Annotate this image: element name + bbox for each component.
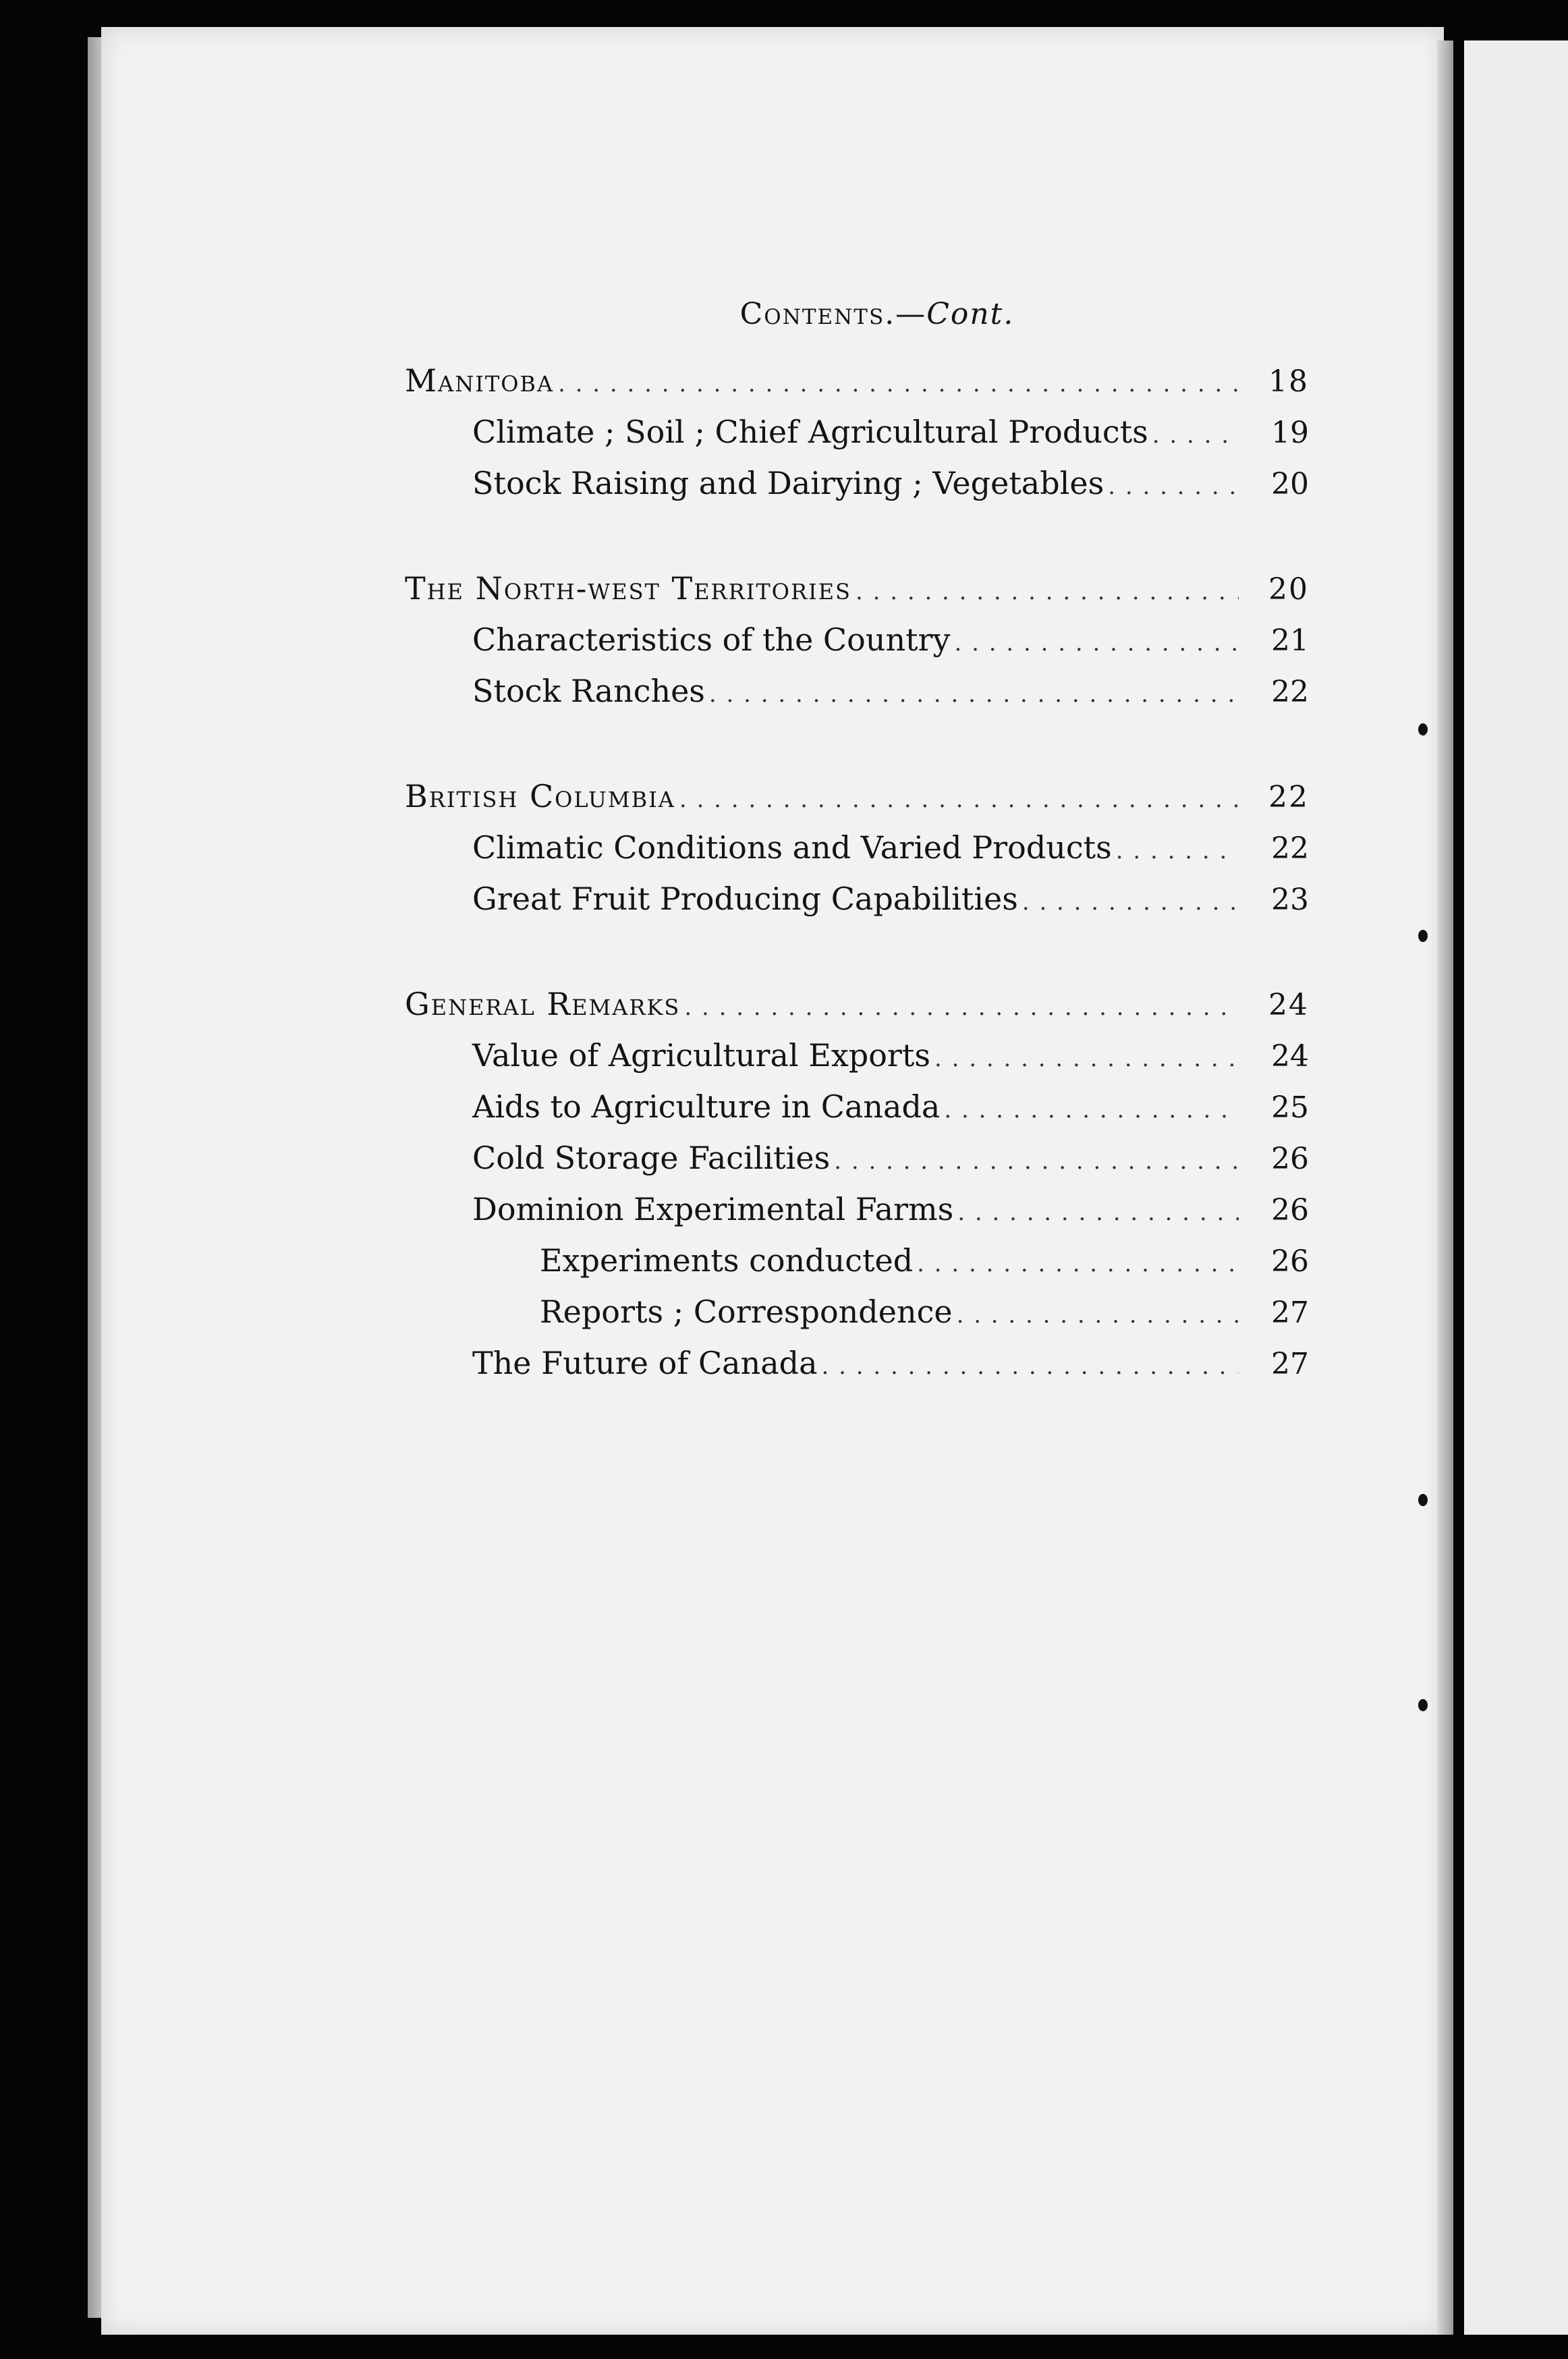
contents-section-heading — [405, 778, 1309, 829]
dot-leader — [934, 1045, 1239, 1072]
adjacent-page — [1464, 40, 1568, 2335]
entry-title: Climate ; Soil ; Chief Agricultural Products — [472, 414, 1148, 450]
table-of-contents — [405, 297, 1309, 1450]
entry-title: The Future of Canada — [472, 1345, 818, 1381]
dot-leader — [1108, 473, 1239, 500]
page-fold — [1437, 40, 1453, 2335]
entry-page-number: 19 — [1271, 416, 1309, 450]
contents-section — [405, 778, 1309, 932]
contents-entry — [405, 881, 1309, 932]
entry-title: Great Fruit Producing Capabilities — [472, 881, 1018, 917]
dot-leader — [944, 1097, 1239, 1123]
entry-page-number: 23 — [1271, 883, 1309, 917]
dot-leader — [1022, 889, 1239, 916]
entry-page-number: 27 — [1271, 1347, 1309, 1381]
entry-page-number: 20 — [1268, 572, 1309, 607]
entry-title: Stock Raising and Dairying ; Vegetables — [472, 465, 1104, 501]
entry-title: General Remarks — [405, 986, 681, 1022]
entry-page-number: 24 — [1268, 988, 1309, 1022]
contents-entry — [405, 1345, 1309, 1396]
entry-page-number: 24 — [1271, 1039, 1309, 1074]
dot-leader — [1116, 837, 1239, 864]
entry-title: Cold Storage Facilities — [472, 1140, 831, 1176]
dot-leader — [834, 1148, 1239, 1175]
dot-leader — [684, 994, 1239, 1021]
entry-title: Manitoba — [405, 362, 555, 399]
contents-entry — [405, 465, 1309, 516]
edge-mark — [1418, 723, 1428, 736]
dot-leader — [822, 1353, 1239, 1380]
contents-section — [405, 362, 1309, 516]
edge-mark — [1418, 1494, 1428, 1506]
entry-title: Stock Ranches — [472, 673, 705, 709]
entry-page-number: 20 — [1271, 467, 1309, 501]
contents-entry — [405, 1191, 1309, 1242]
entry-title: Experiments conducted — [540, 1242, 914, 1279]
contents-entry — [405, 414, 1309, 465]
contents-section — [405, 570, 1309, 724]
entry-title: Characteristics of the Country — [472, 621, 951, 658]
dot-leader — [1152, 422, 1239, 449]
dot-leader — [558, 370, 1239, 397]
entry-page-number: 22 — [1271, 831, 1309, 866]
entry-page-number: 26 — [1271, 1142, 1309, 1176]
contents-sections — [405, 362, 1309, 1396]
dot-leader — [917, 1250, 1239, 1277]
contents-heading-main: Contents.— — [739, 297, 927, 331]
contents-section-heading — [405, 570, 1309, 621]
contents-heading-cont: Cont. — [926, 297, 1015, 331]
entry-title: The North-west Territories — [405, 570, 851, 607]
entry-title: Reports ; Correspondence — [540, 1294, 953, 1330]
entry-page-number: 21 — [1271, 623, 1309, 658]
entry-page-number: 25 — [1271, 1090, 1309, 1125]
entry-page-number: 26 — [1271, 1193, 1309, 1227]
edge-mark — [1418, 1699, 1428, 1711]
dot-leader — [679, 786, 1239, 813]
entry-page-number: 22 — [1271, 675, 1309, 709]
dot-leader — [957, 1199, 1239, 1226]
entry-page-number: 22 — [1268, 780, 1309, 814]
edge-mark — [1418, 930, 1428, 942]
contents-section-heading — [405, 362, 1309, 414]
contents-entry — [405, 673, 1309, 724]
dot-leader — [955, 630, 1239, 657]
entry-page-number: 26 — [1271, 1244, 1309, 1279]
entry-title: Aids to Agriculture in Canada — [472, 1088, 941, 1125]
dot-leader — [957, 1302, 1239, 1329]
contents-entry — [405, 1140, 1309, 1191]
entry-title: Value of Agricultural Exports — [472, 1037, 931, 1074]
contents-entry — [405, 1294, 1309, 1345]
contents-heading — [405, 297, 1309, 331]
contents-section-heading — [405, 986, 1309, 1037]
entry-title: Dominion Experimental Farms — [472, 1191, 954, 1227]
entry-page-number: 27 — [1271, 1296, 1309, 1330]
dot-leader — [709, 681, 1239, 708]
entry-title: Climatic Conditions and Varied Products — [472, 829, 1112, 866]
contents-entry — [405, 621, 1309, 673]
contents-entry — [405, 1037, 1309, 1088]
contents-entry — [405, 1088, 1309, 1140]
entry-page-number: 18 — [1268, 364, 1309, 399]
dot-leader — [856, 578, 1239, 605]
contents-entry — [405, 829, 1309, 881]
entry-title: British Columbia — [405, 778, 675, 814]
contents-entry — [405, 1242, 1309, 1294]
contents-section — [405, 986, 1309, 1396]
